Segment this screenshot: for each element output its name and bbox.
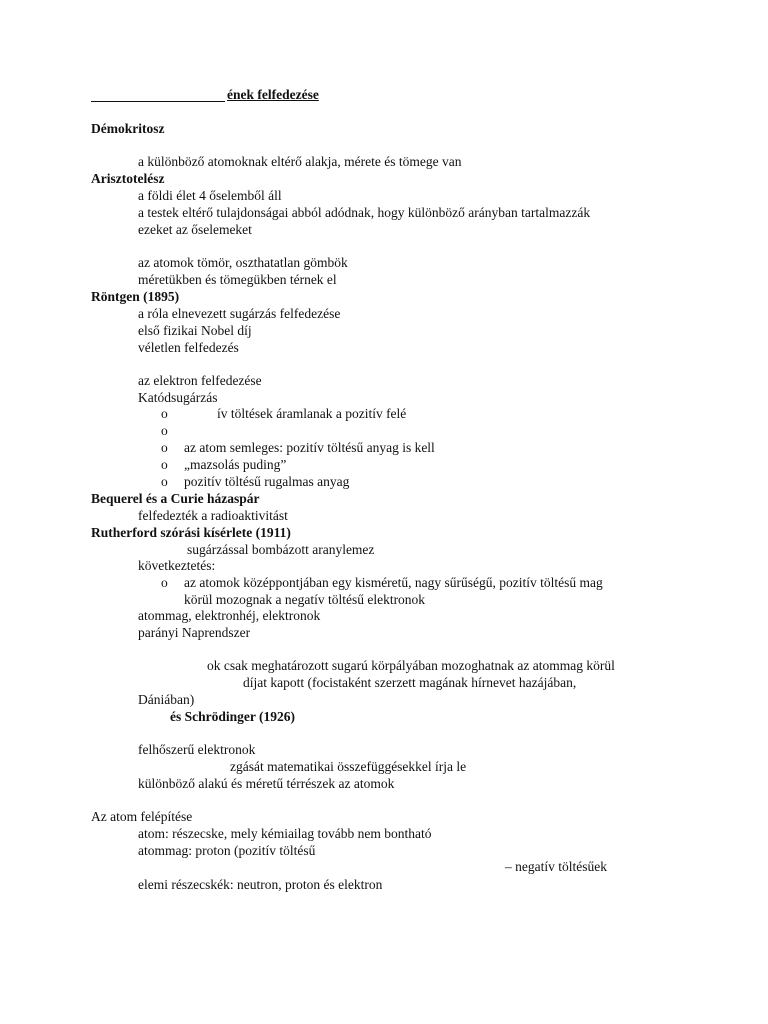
bullet-marker: o bbox=[161, 575, 168, 590]
text-line: sugárzással bombázott aranylemez bbox=[187, 542, 375, 557]
page-title: ének felfedezése bbox=[227, 87, 319, 102]
text-line: következtetés: bbox=[138, 558, 216, 573]
heading-becquerel-curie: Bequerel és a Curie házaspár bbox=[91, 491, 260, 506]
text-line: felhőszerű elektronok bbox=[138, 742, 256, 757]
text-line: a földi élet 4 őselemből áll bbox=[138, 188, 282, 203]
text-line: az elektron felfedezése bbox=[138, 373, 262, 388]
text-line: a testek eltérő tulajdonságai abból adódnak, hogy különböző arányban tartalmazzák bbox=[138, 205, 591, 220]
text-line: díjat kapott (focistaként szerzett magának hírnevet hazájában, bbox=[243, 675, 577, 690]
text-line: parányi Naprendszer bbox=[138, 625, 251, 640]
bullet-text: az atom semleges: pozitív töltésű anyag is kell bbox=[184, 440, 435, 455]
bullet-marker: o bbox=[161, 440, 168, 455]
text-line: Katódsugárzás bbox=[138, 390, 218, 405]
bullet-text: „mazsolás puding” bbox=[184, 457, 287, 472]
bullet-marker: o bbox=[161, 423, 168, 438]
text-line: Dániában) bbox=[138, 692, 195, 707]
text-line: atommag: proton (pozitív töltésű bbox=[138, 843, 316, 858]
section-atom-structure: Az atom felépítése bbox=[91, 809, 193, 824]
text-line: atom: részecske, mely kémiailag tovább nem bontható bbox=[138, 826, 432, 841]
bullet-marker: o bbox=[161, 406, 168, 421]
heading-democritus: Démokritosz bbox=[91, 121, 165, 136]
bullet-marker: o bbox=[161, 474, 168, 489]
text-line: a róla elnevezett sugárzás felfedezése bbox=[138, 306, 341, 321]
heading-rutherford: Rutherford szórási kísérlete (1911) bbox=[91, 525, 291, 540]
bullet-text: az atomok középpontjában egy kisméretű, nagy sűrűségű, pozitív töltésű mag bbox=[184, 575, 603, 590]
text-line: különböző alakú és méretű térrészek az atomok bbox=[138, 776, 395, 791]
text-line: – negatív töltésűek bbox=[505, 859, 607, 874]
text-line: méretükben és tömegükben térnek el bbox=[138, 272, 337, 287]
heading-schrodinger: és Schrödinger (1926) bbox=[170, 709, 295, 724]
text-line: ok csak meghatározott sugarú körpályában mozoghatnak az atommag körül bbox=[207, 658, 615, 673]
text-line: véletlen felfedezés bbox=[138, 340, 239, 355]
bullet-text: pozitív töltésű rugalmas anyag bbox=[184, 474, 350, 489]
bullet-marker: o bbox=[161, 457, 168, 472]
text-line: zgását matematikai összefüggésekkel írja le bbox=[230, 759, 467, 774]
text-line: felfedezték a radioaktivitást bbox=[138, 508, 288, 523]
title-blank-underline bbox=[91, 101, 225, 102]
heading-aristotle: Arisztotelész bbox=[91, 171, 165, 186]
text-line: atommag, elektronhéj, elektronok bbox=[138, 608, 321, 623]
text-line: a különböző atomoknak eltérő alakja, mérete és tömege van bbox=[138, 154, 462, 169]
text-line: ezeket az őselemeket bbox=[138, 222, 252, 237]
text-line: első fizikai Nobel díj bbox=[138, 323, 252, 338]
heading-rontgen: Röntgen (1895) bbox=[91, 289, 180, 304]
bullet-text: ív töltések áramlanak a pozitív felé bbox=[217, 406, 407, 421]
bullet-text-continuation: körül mozognak a negatív töltésű elektronok bbox=[184, 592, 426, 607]
text-line: az atomok tömör, oszthatatlan gömbök bbox=[138, 255, 348, 270]
text-line: elemi részecskék: neutron, proton és elektron bbox=[138, 877, 383, 892]
